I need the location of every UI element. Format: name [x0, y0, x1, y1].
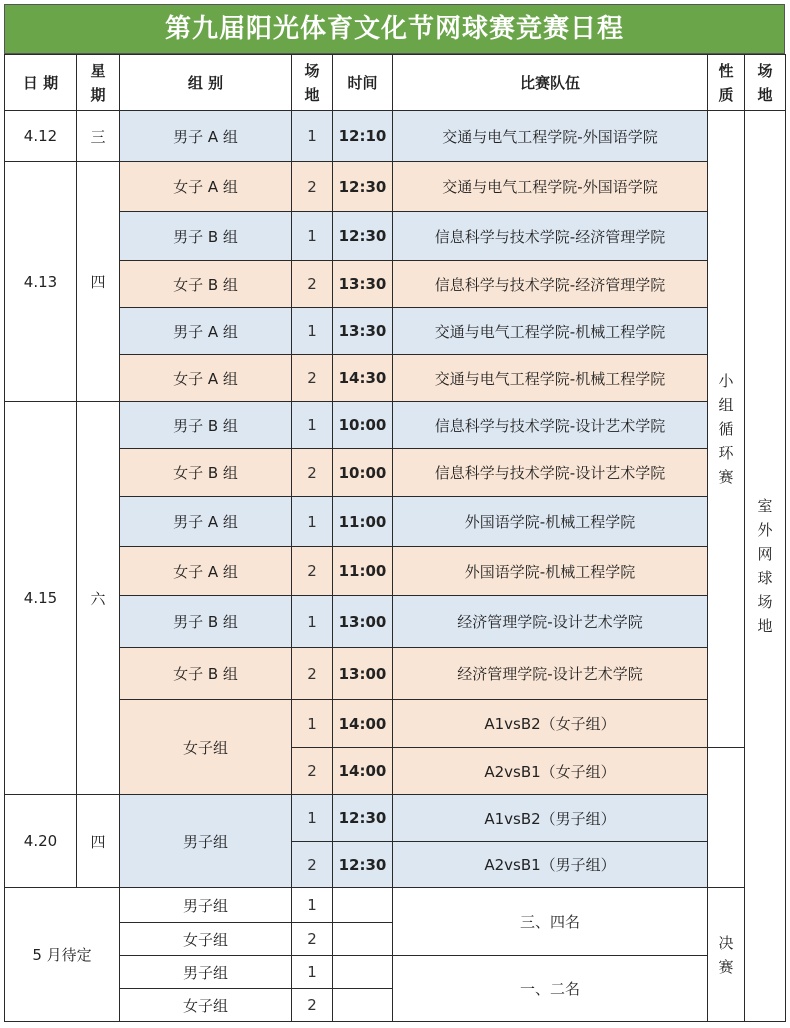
teams-cell: 三、四名	[393, 888, 708, 956]
header-group: 组 别	[120, 55, 292, 111]
group-cell: 男子 A 组	[120, 111, 292, 162]
group-cell: 女子 B 组	[120, 449, 292, 497]
time-cell: 13:30	[333, 308, 393, 355]
header-teams: 比赛队伍	[393, 55, 708, 111]
time-cell: 10:00	[333, 449, 393, 497]
date-cell: 4.13	[5, 162, 77, 402]
time-cell: 12:10	[333, 111, 393, 162]
court-cell: 1	[292, 956, 333, 989]
teams-cell: A1vsB2（男子组）	[393, 795, 708, 842]
teams-cell: 外国语学院-机械工程学院	[393, 497, 708, 547]
group-cell: 男子组	[120, 956, 292, 989]
venue-cell: 室 外 网 球 场 地	[745, 111, 786, 1022]
time-cell: 12:30	[333, 795, 393, 842]
group-cell: 男子 A 组	[120, 308, 292, 355]
time-cell: 14:30	[333, 355, 393, 402]
nature-final: 决 赛	[708, 888, 745, 1022]
teams-cell: 信息科学与技术学院-经济管理学院	[393, 212, 708, 261]
court-cell: 1	[292, 402, 333, 449]
weekday-cell: 六	[77, 402, 120, 795]
teams-cell: A2vsB1（男子组）	[393, 842, 708, 888]
teams-cell: 交通与电气工程学院-机械工程学院	[393, 355, 708, 402]
time-cell: 13:00	[333, 648, 393, 700]
teams-cell: 交通与电气工程学院-机械工程学院	[393, 308, 708, 355]
teams-cell: 经济管理学院-设计艺术学院	[393, 596, 708, 648]
court-cell: 2	[292, 547, 333, 596]
table-row	[5, 355, 786, 402]
group-cell: 男子组	[120, 795, 292, 888]
schedule-table	[4, 54, 786, 1022]
group-cell: 男子 B 组	[120, 596, 292, 648]
table-row	[5, 888, 786, 923]
header-nature: 性 质	[708, 55, 745, 111]
teams-cell: 信息科学与技术学院-设计艺术学院	[393, 449, 708, 497]
court-cell: 2	[292, 989, 333, 1022]
teams-cell: 信息科学与技术学院-设计艺术学院	[393, 402, 708, 449]
schedule-document	[4, 4, 785, 1022]
court-cell: 2	[292, 648, 333, 700]
group-cell: 男子 A 组	[120, 497, 292, 547]
group-cell: 男子 B 组	[120, 212, 292, 261]
court-cell: 1	[292, 700, 333, 748]
table-row	[5, 700, 786, 748]
weekday-cell: 四	[77, 162, 120, 402]
table-row	[5, 449, 786, 497]
time-cell: 14:00	[333, 700, 393, 748]
table-row	[5, 956, 786, 989]
group-cell: 女子组	[120, 700, 292, 795]
time-cell	[333, 956, 393, 989]
date-cell: 4.12	[5, 111, 77, 162]
header-date: 日 期	[5, 55, 77, 111]
group-cell: 男子 B 组	[120, 402, 292, 449]
court-cell: 1	[292, 596, 333, 648]
teams-cell: 一、二名	[393, 956, 708, 1022]
page-title: 第九届阳光体育文化节网球赛竞赛日程	[4, 4, 785, 54]
table-row	[5, 795, 786, 842]
time-cell: 14:00	[333, 748, 393, 795]
table-row	[5, 596, 786, 648]
time-cell	[333, 989, 393, 1022]
time-cell	[333, 888, 393, 923]
court-cell: 1	[292, 212, 333, 261]
table-row	[5, 212, 786, 261]
group-cell: 女子 A 组	[120, 547, 292, 596]
time-cell: 11:00	[333, 547, 393, 596]
group-cell: 男子组	[120, 888, 292, 923]
time-cell: 10:00	[333, 402, 393, 449]
table-row	[5, 547, 786, 596]
teams-cell: 交通与电气工程学院-外国语学院	[393, 162, 708, 212]
date-cell: 4.15	[5, 402, 77, 795]
court-cell: 1	[292, 888, 333, 923]
time-cell: 12:30	[333, 212, 393, 261]
court-cell: 1	[292, 308, 333, 355]
time-cell: 13:30	[333, 261, 393, 308]
header-venue: 场 地	[745, 55, 786, 111]
teams-cell: A1vsB2（女子组）	[393, 700, 708, 748]
group-cell: 女子组	[120, 923, 292, 956]
time-cell: 11:00	[333, 497, 393, 547]
date-cell: 4.20	[5, 795, 77, 888]
weekday-cell: 三	[77, 111, 120, 162]
court-cell: 2	[292, 449, 333, 497]
court-cell: 1	[292, 111, 333, 162]
time-cell: 13:00	[333, 596, 393, 648]
header-time: 时间	[333, 55, 393, 111]
table-row	[5, 261, 786, 308]
header-weekday: 星 期	[77, 55, 120, 111]
group-cell: 女子 A 组	[120, 162, 292, 212]
teams-cell: A2vsB1（女子组）	[393, 748, 708, 795]
date-cell: 5 月待定	[5, 888, 120, 1022]
table-row	[5, 111, 786, 162]
group-cell: 女子 A 组	[120, 355, 292, 402]
court-cell: 2	[292, 842, 333, 888]
time-cell: 12:30	[333, 162, 393, 212]
teams-cell: 交通与电气工程学院-外国语学院	[393, 111, 708, 162]
court-cell: 1	[292, 497, 333, 547]
time-cell: 12:30	[333, 842, 393, 888]
teams-cell: 外国语学院-机械工程学院	[393, 547, 708, 596]
court-cell: 2	[292, 261, 333, 308]
nature-round-robin: 小 组 循 环 赛	[708, 111, 745, 748]
court-cell: 2	[292, 748, 333, 795]
header-row	[5, 55, 786, 111]
group-cell: 女子 B 组	[120, 261, 292, 308]
teams-cell: 经济管理学院-设计艺术学院	[393, 648, 708, 700]
weekday-cell: 四	[77, 795, 120, 888]
court-cell: 2	[292, 162, 333, 212]
table-row	[5, 497, 786, 547]
table-row	[5, 402, 786, 449]
table-row	[5, 162, 786, 212]
table-row	[5, 308, 786, 355]
header-court: 场 地	[292, 55, 333, 111]
time-cell	[333, 923, 393, 956]
court-cell: 1	[292, 795, 333, 842]
teams-cell: 信息科学与技术学院-经济管理学院	[393, 261, 708, 308]
group-cell: 女子 B 组	[120, 648, 292, 700]
court-cell: 2	[292, 355, 333, 402]
group-cell: 女子组	[120, 989, 292, 1022]
table-row	[5, 648, 786, 700]
court-cell: 2	[292, 923, 333, 956]
